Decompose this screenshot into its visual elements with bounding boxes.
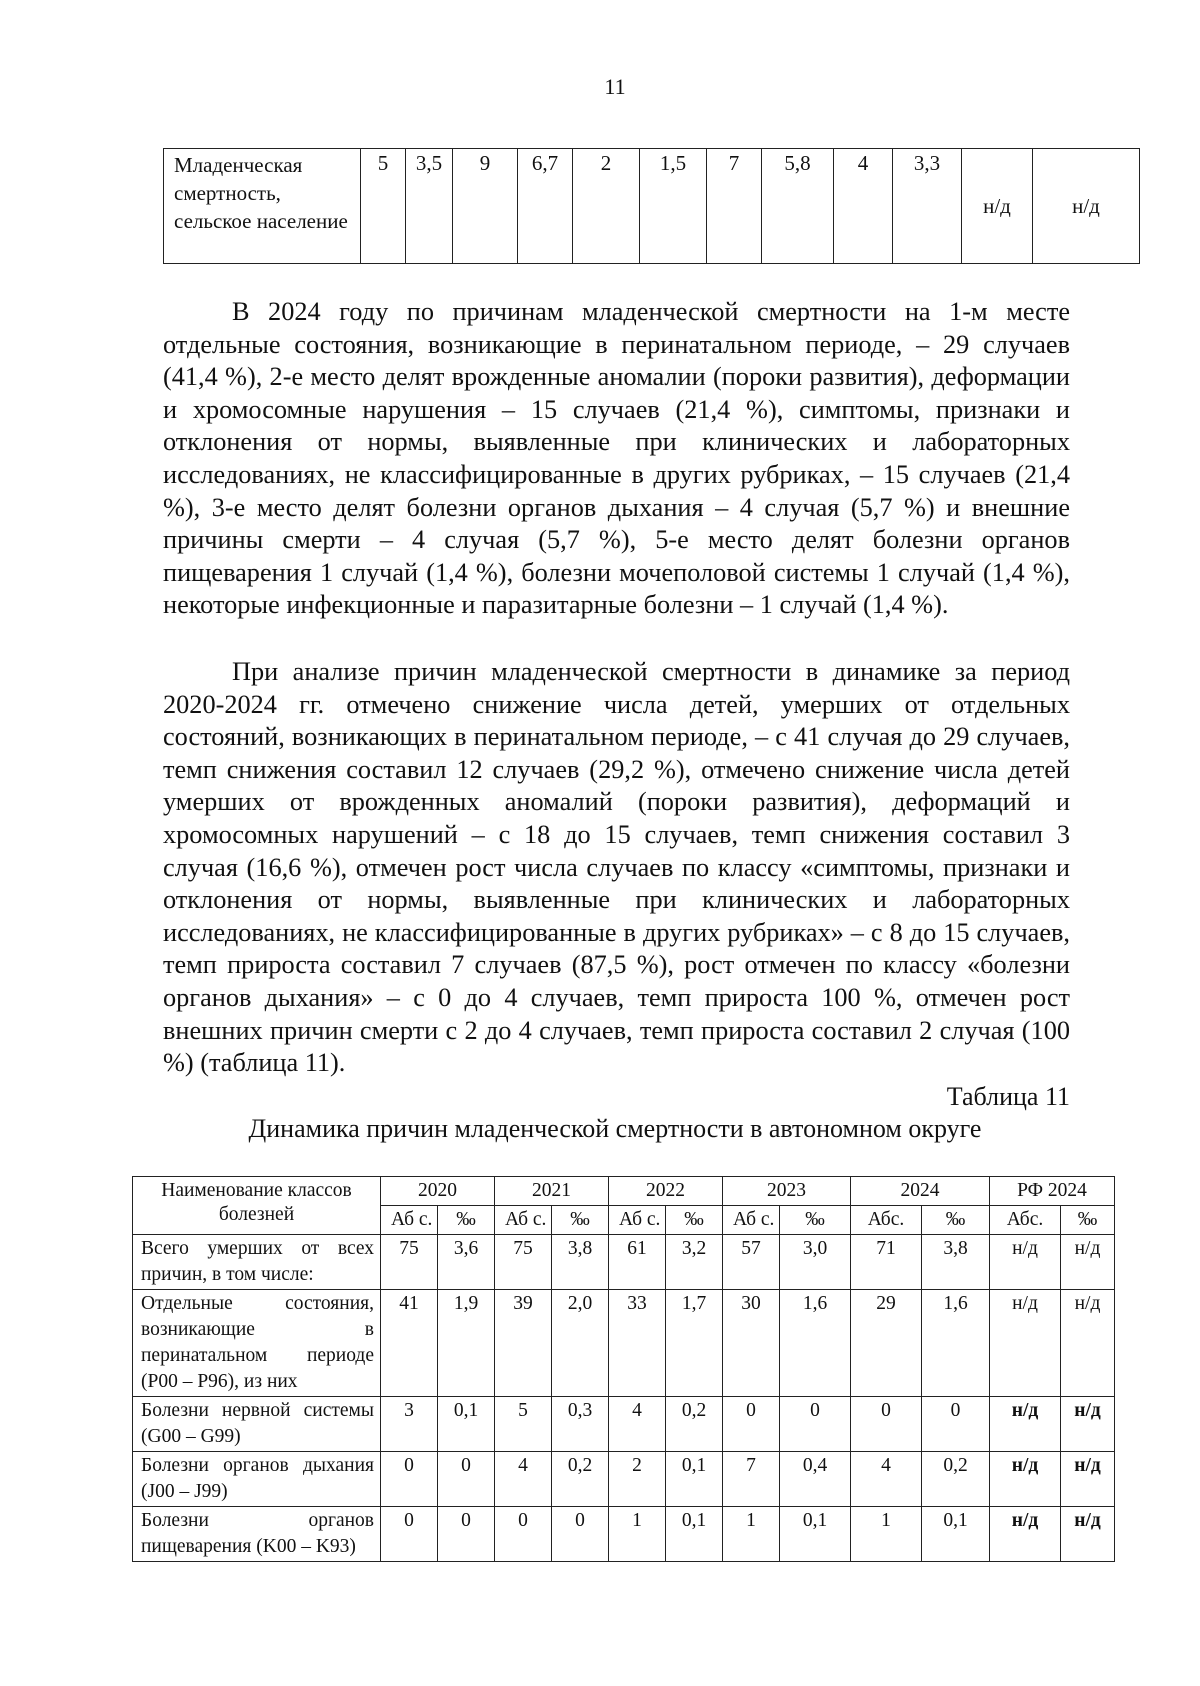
table-row — [133, 1452, 1115, 1507]
table-cell: 1 — [723, 1507, 780, 1562]
table-cell: н/д — [1061, 1290, 1115, 1397]
table-cell: н/д — [990, 1290, 1061, 1397]
table-cell: 1,5 — [640, 149, 707, 264]
table-cell: 0 — [780, 1397, 851, 1452]
header-year: 2023 — [723, 1177, 851, 1206]
table-cell: 5,8 — [762, 149, 834, 264]
header-unit: ‰ — [922, 1206, 990, 1235]
table-title: Динамика причин младенческой смертности в автономном округе — [248, 1114, 982, 1143]
table-cell: н/д — [990, 1235, 1061, 1290]
table-cell: 3,3 — [893, 149, 962, 264]
table-cell: 4 — [851, 1452, 922, 1507]
header-row-years — [133, 1177, 1115, 1206]
header-unit: Абс. — [990, 1206, 1061, 1235]
table-cell: н/д — [962, 149, 1033, 264]
header-unit: ‰ — [552, 1206, 609, 1235]
disease-class-name: Болезни органов дыхания (J00 – J99) — [133, 1452, 381, 1507]
table-cell: 4 — [834, 149, 893, 264]
table-cell: 33 — [609, 1290, 666, 1397]
table-row — [133, 1290, 1115, 1397]
table-cell: 0,4 — [780, 1452, 851, 1507]
table-cell: 1,6 — [922, 1290, 990, 1397]
table-cell: 29 — [851, 1290, 922, 1397]
paragraph-1 — [163, 296, 1070, 622]
table-cell: 0 — [495, 1507, 552, 1562]
table-cell: 71 — [851, 1235, 922, 1290]
disease-class-name: Болезни нервной системы (G00 – G99) — [133, 1397, 381, 1452]
header-unit: Абс. — [851, 1206, 922, 1235]
table-cell: 0,2 — [922, 1452, 990, 1507]
disease-class-name: Всего умерших от всех причин, в том числе: — [133, 1235, 381, 1290]
table-cell: 7 — [723, 1452, 780, 1507]
table-cell: 0,1 — [780, 1507, 851, 1562]
header-unit: ‰ — [438, 1206, 495, 1235]
table-cell: 1 — [609, 1507, 666, 1562]
table-cell: 0 — [552, 1507, 609, 1562]
table-cell: н/д — [1061, 1235, 1115, 1290]
table-cell: 0,2 — [552, 1452, 609, 1507]
header-unit: Аб с. — [609, 1206, 666, 1235]
header-year: РФ 2024 — [990, 1177, 1115, 1206]
table-row — [133, 1397, 1115, 1452]
table-cell: 0 — [438, 1507, 495, 1562]
table-cell: 61 — [609, 1235, 666, 1290]
table-cell: 6,7 — [518, 149, 573, 264]
header-unit: ‰ — [780, 1206, 851, 1235]
table-cell: 3,8 — [552, 1235, 609, 1290]
table-cell: н/д — [1061, 1507, 1115, 1562]
row-label: Младенческая смертность, сельское население — [164, 149, 361, 264]
table-cell: 9 — [453, 149, 518, 264]
infant-mortality-causes-table — [132, 1176, 1115, 1562]
table-row — [164, 149, 1140, 264]
table-cell: 3,6 — [438, 1235, 495, 1290]
header-unit: Аб с. — [495, 1206, 552, 1235]
table-cell: 0 — [851, 1397, 922, 1452]
table-cell: н/д — [1061, 1397, 1115, 1452]
header-unit: Аб с. — [723, 1206, 780, 1235]
header-disease-class: Наименование классов болезней — [133, 1177, 381, 1235]
table-cell: н/д — [990, 1452, 1061, 1507]
table-cell: 75 — [381, 1235, 438, 1290]
table-cell: 0,3 — [552, 1397, 609, 1452]
table-cell: 3,8 — [922, 1235, 990, 1290]
table-cell: 0 — [381, 1452, 438, 1507]
table-cell: н/д — [990, 1507, 1061, 1562]
page-number: 11 — [604, 74, 626, 99]
table-cell: 1,6 — [780, 1290, 851, 1397]
table-cell: 5 — [495, 1397, 552, 1452]
header-unit: Аб с. — [381, 1206, 438, 1235]
table-cell: 57 — [723, 1235, 780, 1290]
table-cell: 0,1 — [666, 1507, 723, 1562]
table-cell: 0 — [381, 1507, 438, 1562]
table-cell: 0 — [438, 1452, 495, 1507]
table-cell: 75 — [495, 1235, 552, 1290]
header-unit: ‰ — [1061, 1206, 1115, 1235]
table-cell: 3,0 — [780, 1235, 851, 1290]
table-cell: 0,1 — [666, 1452, 723, 1507]
table-cell: 30 — [723, 1290, 780, 1397]
header-year: 2020 — [381, 1177, 495, 1206]
table-cell: 3 — [381, 1397, 438, 1452]
table-cell: 4 — [495, 1452, 552, 1507]
table-body — [133, 1235, 1115, 1562]
header-year: 2024 — [851, 1177, 990, 1206]
table-cell: 4 — [609, 1397, 666, 1452]
table-cell: 1,9 — [438, 1290, 495, 1397]
table-cell: 1,7 — [666, 1290, 723, 1397]
infant-mortality-rural-table — [163, 148, 1140, 264]
table-cell: 5 — [361, 149, 406, 264]
table-cell: 2 — [609, 1452, 666, 1507]
table-cell: 3,5 — [406, 149, 453, 264]
paragraph-text: При анализе причин младенческой смертности в динамике за период 2020-2024 гг. отмечено снижение числа детей, умерших от отдельных состояний, возникающих в перинатальном периоде, – с 41 случая до 29 случаев, темп снижения составил 12 случаев (29,2 %), отмечено снижение числа детей умерших от врожденных аномалий (пороки развития), деформаций и хромосомных нарушений – с 18 до 15 случаев, темп снижения составил 3 случая (16,6 %), отмечен рост числа случаев по классу «симптомы, признаки и отклонения от нормы, выявленные при клинических и лабораторных исследованиях, не классифицированные в других рубриках» – с 8 до 15 случаев, темп прироста составил 7 случаев (87,5 %), рост отмечен по классу «болезни органов дыхания» – с 0 до 4 случаев, темп прироста 100 %, отмечен рост внешних причин смерти с 2 до 4 случаев, темп прироста составил 2 случая (100 %) (таблица 11). — [163, 657, 1070, 1078]
table-cell: 0 — [723, 1397, 780, 1452]
table-row — [133, 1507, 1115, 1562]
header-year: 2022 — [609, 1177, 723, 1206]
table-cell: 2,0 — [552, 1290, 609, 1397]
table-cell: 3,2 — [666, 1235, 723, 1290]
disease-class-name: Болезни органов пищеварения (K00 – K93) — [133, 1507, 381, 1562]
table-row — [133, 1235, 1115, 1290]
table-cell: 2 — [573, 149, 640, 264]
table-cell: н/д — [1033, 149, 1140, 264]
table-cell: 0 — [922, 1397, 990, 1452]
table-cell: 0,1 — [438, 1397, 495, 1452]
paragraph-text: В 2024 году по причинам младенческой смертности на 1-м месте отдельные состояния, возникающие в перинатальном периоде, – 29 случаев (41,4 %), 2-е место делят врожденные аномалии (пороки развития), деформации и хромосомные нарушения – 15 случаев (21,4 %), симптомы, признаки и отклонения от нормы, выявленные при клинических и лабораторных исследованиях, не классифицированные в других рубриках, – 15 случаев (21,4 %), 3-е место делят болезни органов дыхания – 4 случая (5,7 %) и внешние причины смерти – 4 случая (5,7 %), 5-е место делят болезни органов пищеварения 1 случай (1,4 %), болезни мочеполовой системы 1 случай (1,4 %), некоторые инфекционные и паразитарные болезни – 1 случай (1,4 %). — [163, 297, 1070, 620]
table-cell: 0,2 — [666, 1397, 723, 1452]
header-unit: ‰ — [666, 1206, 723, 1235]
disease-class-name: Отдельные состояния, возникающие в перинатальном периоде (P00 – P96), из них — [133, 1290, 381, 1397]
table-cell: 39 — [495, 1290, 552, 1397]
header-year: 2021 — [495, 1177, 609, 1206]
table-cell: н/д — [990, 1397, 1061, 1452]
table-cell: 0,1 — [922, 1507, 990, 1562]
table-cell: 41 — [381, 1290, 438, 1397]
table-cell: 7 — [707, 149, 762, 264]
table-cell: н/д — [1061, 1452, 1115, 1507]
table-caption: Таблица 11 — [946, 1082, 1070, 1111]
paragraph-2 — [163, 656, 1070, 1080]
table-cell: 1 — [851, 1507, 922, 1562]
